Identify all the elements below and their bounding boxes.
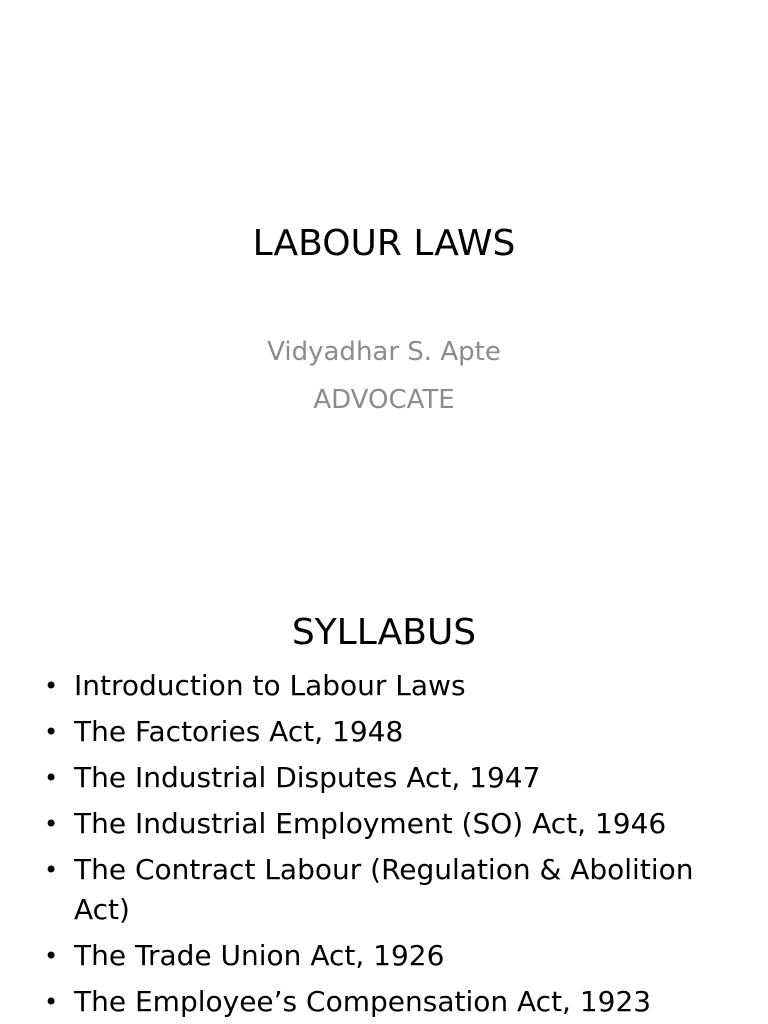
bullet-icon: •	[44, 810, 59, 838]
bullet-icon: •	[44, 718, 59, 746]
list-item-text: The Employee’s Compensation Act, 1923	[74, 985, 652, 1018]
bullet-icon: •	[44, 764, 59, 792]
list-item	[44, 804, 694, 844]
list-item-text: The Trade Union Act, 1926	[74, 939, 445, 972]
list-item-text: The Contract Labour (Regulation & Abolition Act)	[74, 853, 694, 926]
bullet-icon: •	[44, 942, 59, 970]
syllabus-list	[44, 666, 694, 1024]
author-role: ADVOCATE	[313, 385, 455, 415]
bullet-icon: •	[44, 672, 59, 700]
bullet-icon: •	[44, 856, 59, 884]
list-item	[44, 936, 694, 976]
list-item-text: Introduction to Labour Laws	[74, 669, 466, 702]
list-item	[44, 758, 694, 798]
syllabus-title: SYLLABUS	[291, 612, 477, 653]
list-item-text: The Industrial Employment (SO) Act, 1946	[74, 807, 667, 840]
bullet-icon: •	[44, 988, 59, 1016]
list-item	[44, 712, 694, 752]
author-name: Vidyadhar S. Apte	[267, 337, 501, 367]
list-item	[44, 982, 694, 1022]
list-item	[44, 666, 694, 706]
list-item-text: The Factories Act, 1948	[74, 715, 404, 748]
list-item-text: The Industrial Disputes Act, 1947	[74, 761, 541, 794]
list-item	[44, 850, 694, 930]
slide-title: LABOUR LAWS	[252, 223, 516, 264]
